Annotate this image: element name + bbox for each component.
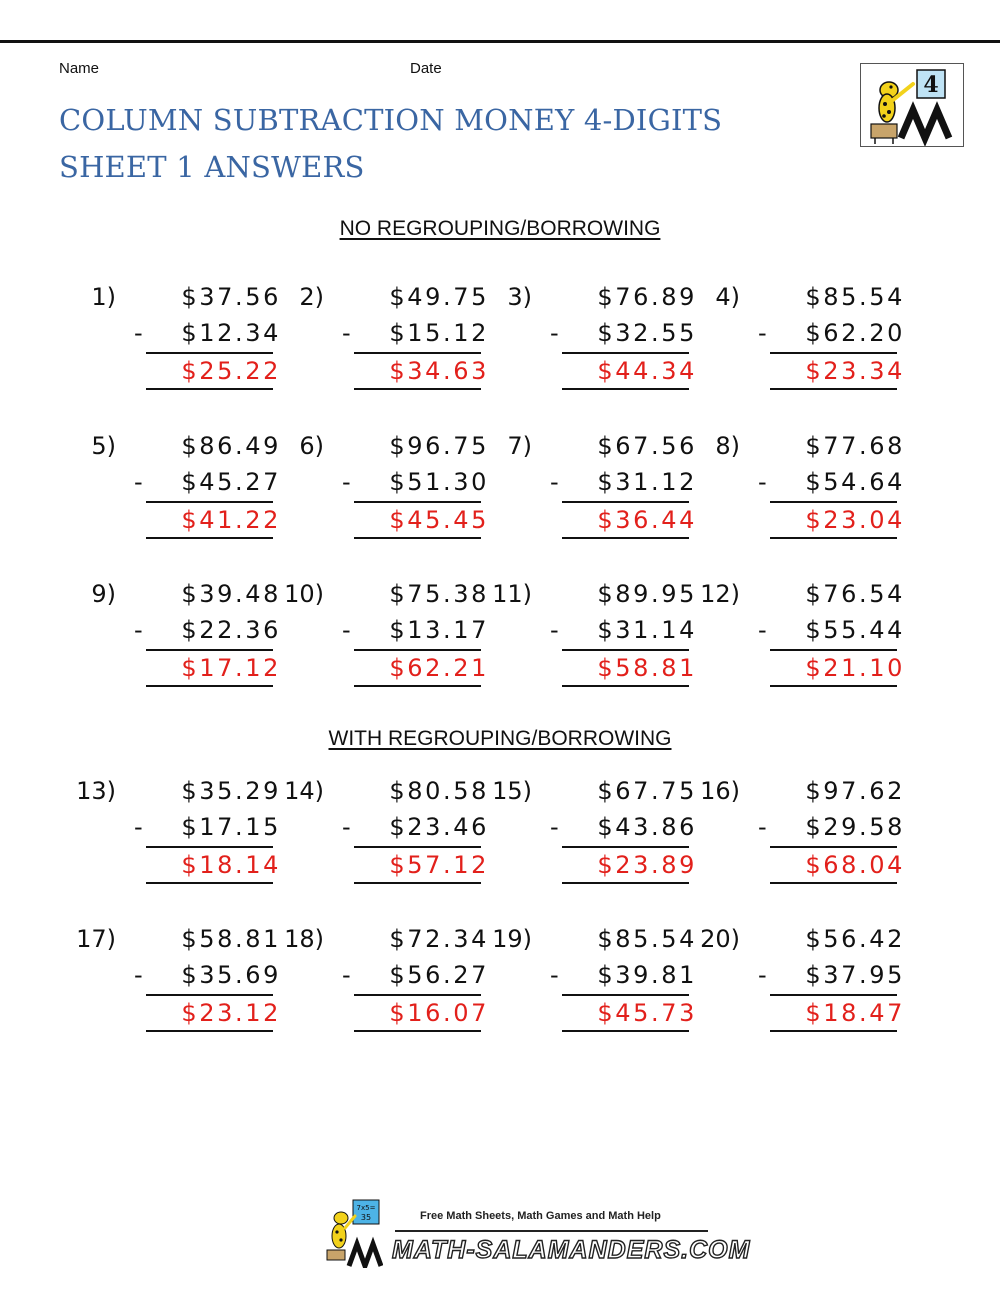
subtrahend: $29.58 (805, 813, 905, 841)
subtrahend: $54.64 (805, 468, 905, 496)
answer-line-bottom (146, 388, 273, 390)
problem (492, 580, 712, 700)
minuend: $76.89 (597, 283, 697, 311)
footer-logo-result: 35 (360, 1213, 372, 1222)
problem (492, 432, 712, 552)
answer: $18.14 (181, 851, 281, 879)
minus-sign: - (758, 813, 767, 841)
footer-tagline: Free Math Sheets, Math Games and Math Help (420, 1210, 661, 1222)
answer-line-top (146, 649, 273, 651)
answer-line-top (146, 501, 273, 503)
top-rule (0, 40, 1000, 43)
minuend: $75.38 (389, 580, 489, 608)
problem-number: 4) (715, 283, 740, 311)
minus-sign: - (342, 813, 351, 841)
subtrahend: $55.44 (805, 616, 905, 644)
minuend: $67.75 (597, 777, 697, 805)
answer-line-top (146, 352, 273, 354)
problem-number: 7) (507, 432, 532, 460)
minus-sign: - (550, 468, 559, 496)
answer-line-top (562, 846, 689, 848)
name-label: Name (59, 60, 100, 77)
footer-logo (323, 1198, 383, 1268)
answer: $44.34 (597, 357, 697, 385)
problem (284, 925, 504, 1045)
worksheet-title: COLUMN SUBTRACTION MONEY 4-DIGITS (59, 103, 723, 137)
minus-sign: - (342, 961, 351, 989)
problem-number: 11) (492, 580, 532, 608)
problem (76, 283, 296, 403)
minus-sign: - (134, 616, 143, 644)
problem (76, 580, 296, 700)
answer-line-bottom (354, 1030, 481, 1032)
problem-number: 15) (492, 777, 532, 805)
answer-line-top (354, 994, 481, 996)
problem-number: 17) (76, 925, 116, 953)
minuend: $96.75 (389, 432, 489, 460)
minuend: $49.75 (389, 283, 489, 311)
problem (284, 580, 504, 700)
minuend: $86.49 (181, 432, 281, 460)
minuend: $39.48 (181, 580, 281, 608)
section-heading-no-regrouping: NO REGROUPING/BORROWING (339, 217, 661, 240)
subtrahend: $31.14 (597, 616, 697, 644)
answer-line-bottom (354, 882, 481, 884)
minuend: $76.54 (805, 580, 905, 608)
answer-line-bottom (562, 685, 689, 687)
answer: $57.12 (389, 851, 489, 879)
answer: $45.45 (389, 506, 489, 534)
date-label: Date (410, 60, 442, 77)
answer-line-top (770, 994, 897, 996)
section-heading-with-regrouping: WITH REGROUPING/BORROWING (328, 727, 672, 750)
minuend: $35.29 (181, 777, 281, 805)
minuend: $85.54 (805, 283, 905, 311)
answer-line-top (770, 501, 897, 503)
answer: $23.34 (805, 357, 905, 385)
salamander-mascot-icon (861, 64, 963, 146)
minus-sign: - (342, 468, 351, 496)
answer-line-top (770, 649, 897, 651)
subtrahend: $51.30 (389, 468, 489, 496)
problem (76, 777, 296, 897)
minus-sign: - (550, 961, 559, 989)
subtrahend: $37.95 (805, 961, 905, 989)
minuend: $67.56 (597, 432, 697, 460)
answer: $21.10 (805, 654, 905, 682)
subtrahend: $39.81 (597, 961, 697, 989)
minus-sign: - (342, 319, 351, 347)
problem-number: 2) (299, 283, 324, 311)
answer: $23.12 (181, 999, 281, 1027)
answer: $25.22 (181, 357, 281, 385)
answer: $17.12 (181, 654, 281, 682)
logo-grade: 4 (923, 72, 939, 98)
problem-number: 6) (299, 432, 324, 460)
minuend: $72.34 (389, 925, 489, 953)
answer-line-top (146, 994, 273, 996)
minus-sign: - (134, 813, 143, 841)
answer: $58.81 (597, 654, 697, 682)
minuend: $37.56 (181, 283, 281, 311)
problem-number: 20) (700, 925, 740, 953)
answer: $23.04 (805, 506, 905, 534)
answer: $18.47 (805, 999, 905, 1027)
minuend: $97.62 (805, 777, 905, 805)
minus-sign: - (134, 319, 143, 347)
answer-line-bottom (146, 882, 273, 884)
answer-line-bottom (770, 537, 897, 539)
answer-line-bottom (562, 882, 689, 884)
problem-number: 1) (91, 283, 116, 311)
problem (284, 432, 504, 552)
subtrahend: $22.36 (181, 616, 281, 644)
minus-sign: - (758, 616, 767, 644)
answer-line-bottom (146, 685, 273, 687)
answer-line-top (354, 352, 481, 354)
problem (700, 777, 920, 897)
answer: $34.63 (389, 357, 489, 385)
problem (700, 432, 920, 552)
answer-line-top (562, 501, 689, 503)
answer-line-bottom (354, 537, 481, 539)
minus-sign: - (134, 468, 143, 496)
problem-number: 19) (492, 925, 532, 953)
problem-number: 8) (715, 432, 740, 460)
answer-line-bottom (770, 388, 897, 390)
worksheet-subtitle: SHEET 1 ANSWERS (59, 150, 365, 184)
minus-sign: - (758, 319, 767, 347)
minuend: $85.54 (597, 925, 697, 953)
subtrahend: $23.46 (389, 813, 489, 841)
answer-line-bottom (770, 882, 897, 884)
answer-line-bottom (146, 537, 273, 539)
problem-number: 16) (700, 777, 740, 805)
answer-line-bottom (770, 685, 897, 687)
minuend: $80.58 (389, 777, 489, 805)
problem-number: 5) (91, 432, 116, 460)
minuend: $89.95 (597, 580, 697, 608)
subtrahend: $13.17 (389, 616, 489, 644)
answer: $16.07 (389, 999, 489, 1027)
problem-number: 14) (284, 777, 324, 805)
math-salamanders-logo (860, 63, 964, 147)
problem (700, 925, 920, 1045)
answer-line-top (562, 649, 689, 651)
subtrahend: $45.27 (181, 468, 281, 496)
footer-logo-equation: 7x5= (356, 1204, 376, 1212)
answer: $23.89 (597, 851, 697, 879)
subtrahend: $15.12 (389, 319, 489, 347)
problem-number: 3) (507, 283, 532, 311)
problem-number: 10) (284, 580, 324, 608)
answer-line-top (354, 501, 481, 503)
subtrahend: $35.69 (181, 961, 281, 989)
minus-sign: - (758, 961, 767, 989)
subtrahend: $62.20 (805, 319, 905, 347)
problem (700, 580, 920, 700)
minus-sign: - (134, 961, 143, 989)
problem-number: 18) (284, 925, 324, 953)
answer-line-bottom (354, 388, 481, 390)
answer-line-top (146, 846, 273, 848)
footer-site-link[interactable]: MATH-SALAMANDERS.COM (392, 1236, 751, 1264)
minuend: $77.68 (805, 432, 905, 460)
answer: $36.44 (597, 506, 697, 534)
problem (284, 777, 504, 897)
problem-number: 13) (76, 777, 116, 805)
answer-line-top (354, 846, 481, 848)
answer-line-bottom (146, 1030, 273, 1032)
subtrahend: $17.15 (181, 813, 281, 841)
subtrahend: $32.55 (597, 319, 697, 347)
problem (284, 283, 504, 403)
minus-sign: - (550, 616, 559, 644)
footer-salamander-icon (323, 1198, 383, 1268)
minuend: $56.42 (805, 925, 905, 953)
answer-line-bottom (562, 537, 689, 539)
answer-line-bottom (562, 388, 689, 390)
minus-sign: - (758, 468, 767, 496)
answer-line-bottom (562, 1030, 689, 1032)
answer: $45.73 (597, 999, 697, 1027)
problem (492, 283, 712, 403)
minuend: $58.81 (181, 925, 281, 953)
subtrahend: $31.12 (597, 468, 697, 496)
answer: $41.22 (181, 506, 281, 534)
answer-line-top (354, 649, 481, 651)
problem (700, 283, 920, 403)
answer-line-top (770, 846, 897, 848)
minus-sign: - (550, 319, 559, 347)
minus-sign: - (342, 616, 351, 644)
problem (492, 777, 712, 897)
subtrahend: $43.86 (597, 813, 697, 841)
minus-sign: - (550, 813, 559, 841)
answer-line-top (562, 352, 689, 354)
subtrahend: $56.27 (389, 961, 489, 989)
problem (76, 432, 296, 552)
answer-line-top (770, 352, 897, 354)
answer-line-top (562, 994, 689, 996)
subtrahend: $12.34 (181, 319, 281, 347)
answer: $68.04 (805, 851, 905, 879)
footer-rule (395, 1230, 708, 1232)
answer-line-bottom (770, 1030, 897, 1032)
problem (76, 925, 296, 1045)
problem-number: 12) (700, 580, 740, 608)
problem-number: 9) (91, 580, 116, 608)
answer-line-bottom (354, 685, 481, 687)
problem (492, 925, 712, 1045)
answer: $62.21 (389, 654, 489, 682)
